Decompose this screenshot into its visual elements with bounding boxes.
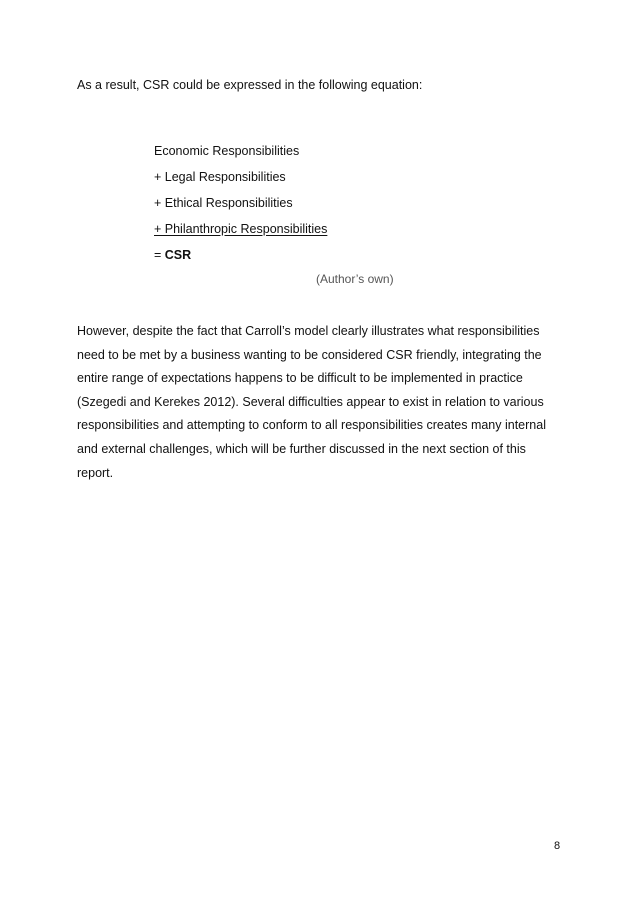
- intro-sentence: As a result, CSR could be expressed in the following equation:: [77, 78, 423, 92]
- equation-term-philanthropic: [154, 221, 327, 247]
- equation-result-value: CSR: [164, 248, 192, 262]
- equation-term-legal: + Legal Responsibilities: [154, 170, 286, 184]
- equation-term-philanthropic-text: + Philanthropic Responsibilities: [154, 222, 328, 236]
- paragraph-line: responsibilities and attempting to conform to all responsibilities creates many internal: [77, 418, 546, 433]
- source-note: (Author’s own): [316, 272, 394, 286]
- paragraph-line: report.: [77, 465, 114, 480]
- paragraph-line: entire range of expectations happens to be difficult to be implemented in practice: [77, 371, 523, 386]
- equation-term-economic: Economic Responsibilities: [154, 144, 300, 158]
- equation-term-ethical: + Ethical Responsibilities: [154, 196, 293, 210]
- page-number: 8: [554, 840, 561, 852]
- csr-equation: [154, 143, 327, 273]
- equation-result-prefix: =: [154, 248, 165, 262]
- paragraph-line: need to be met by a business wanting to be considered CSR friendly, integrating the: [77, 347, 542, 362]
- equation-result: [154, 247, 327, 273]
- paragraph-line: and external challenges, which will be further discussed in the next section of this: [77, 441, 526, 456]
- body-paragraph: [77, 320, 567, 485]
- paragraph-line: (Szegedi and Kerekes 2012). Several difficulties appear to exist in relation to various: [77, 394, 544, 409]
- paragraph-line: However, despite the fact that Carroll’s model clearly illustrates what responsibilities: [77, 324, 540, 338]
